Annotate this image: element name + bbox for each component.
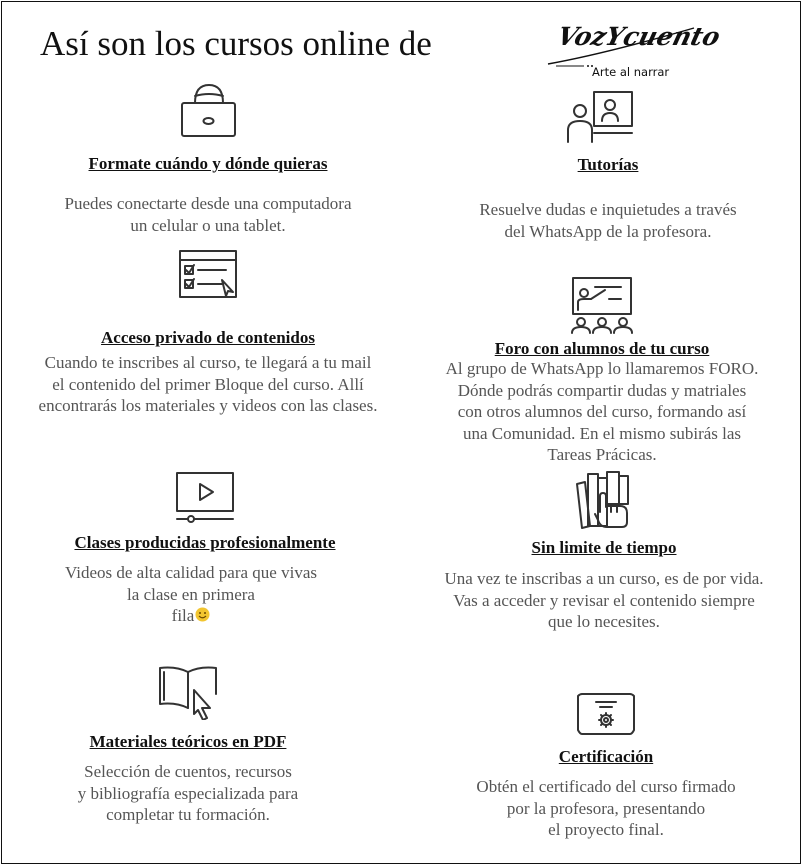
feature-private-access [10,249,406,417]
feature-description: Puedes conectarte desde una computadora un celular o una tablet. [64,194,352,235]
feature-description: Resuelve dudas e inquietudes a través del WhatsApp de la profesora. [479,200,737,241]
smiley-icon [195,607,210,622]
feature-description [0,562,390,627]
feature-heading: Certificación [558,747,654,766]
logo-brand: VozYcuento [554,22,724,51]
feature-description: Cuando te inscribes al curso, te llegará a tu mail el contenido del primer Bloque del curso. Allí encontrarás los materiales y videos con las clases. [38,353,378,415]
checklist-icon [178,249,238,301]
laptop-person-icon [176,82,240,144]
certificate-icon [574,690,638,738]
feature-tutoring [420,88,796,242]
video-player-icon [174,470,236,524]
feature-heading: Foro con alumnos de tu curso [494,339,710,358]
page-title: Así son los cursos online de [40,24,432,63]
feature-pdf-materials [20,664,356,826]
feature-description: Al grupo de WhatsApp lo llamaremos FORO. Dónde podrás compartir dudas y matriales con otros alumnos del curso, formando así una Comunidad. En el mismo subirás las Tareas Prácicas. [445,359,759,464]
feature-heading: Clases producidas profesionalmente [74,533,336,552]
books-hand-icon [572,470,636,532]
video-tutor-icon [564,88,636,144]
logo-tagline: Arte al narrar [592,65,670,79]
feature-heading: Tutorías [577,155,639,174]
classroom-icon [569,276,635,334]
feature-heading: Formate cuándo y dónde quieras [88,154,328,173]
feature-heading: Acceso privado de contenidos [101,328,315,347]
feature-description: Una vez te inscribas a un curso, es de por vida. Vas a acceder y revisar el contenido siempre que lo necesites. [444,569,764,631]
feature-heading: Materiales teóricos en PDF [89,732,287,751]
feature-professional-classes [20,470,390,627]
feature-no-time-limit [408,470,800,633]
feature-forum [406,276,798,466]
feature-heading: Sin limite de tiempo [531,538,677,557]
feature-description: Selección de cuentos, recursos y bibliografía especializada para completar tu formación. [77,762,299,824]
feature-description: Obtén el certificado del curso firmado por la profesora, presentando el proyecto final. [476,777,736,839]
feature-description-text: Videos de alta calidad para que vivas la clase en primera fila [65,563,317,625]
feature-certification [418,690,794,841]
brand-logo [544,20,724,82]
feature-flexible-schedule [20,82,396,236]
open-book-cursor-icon [156,664,220,720]
